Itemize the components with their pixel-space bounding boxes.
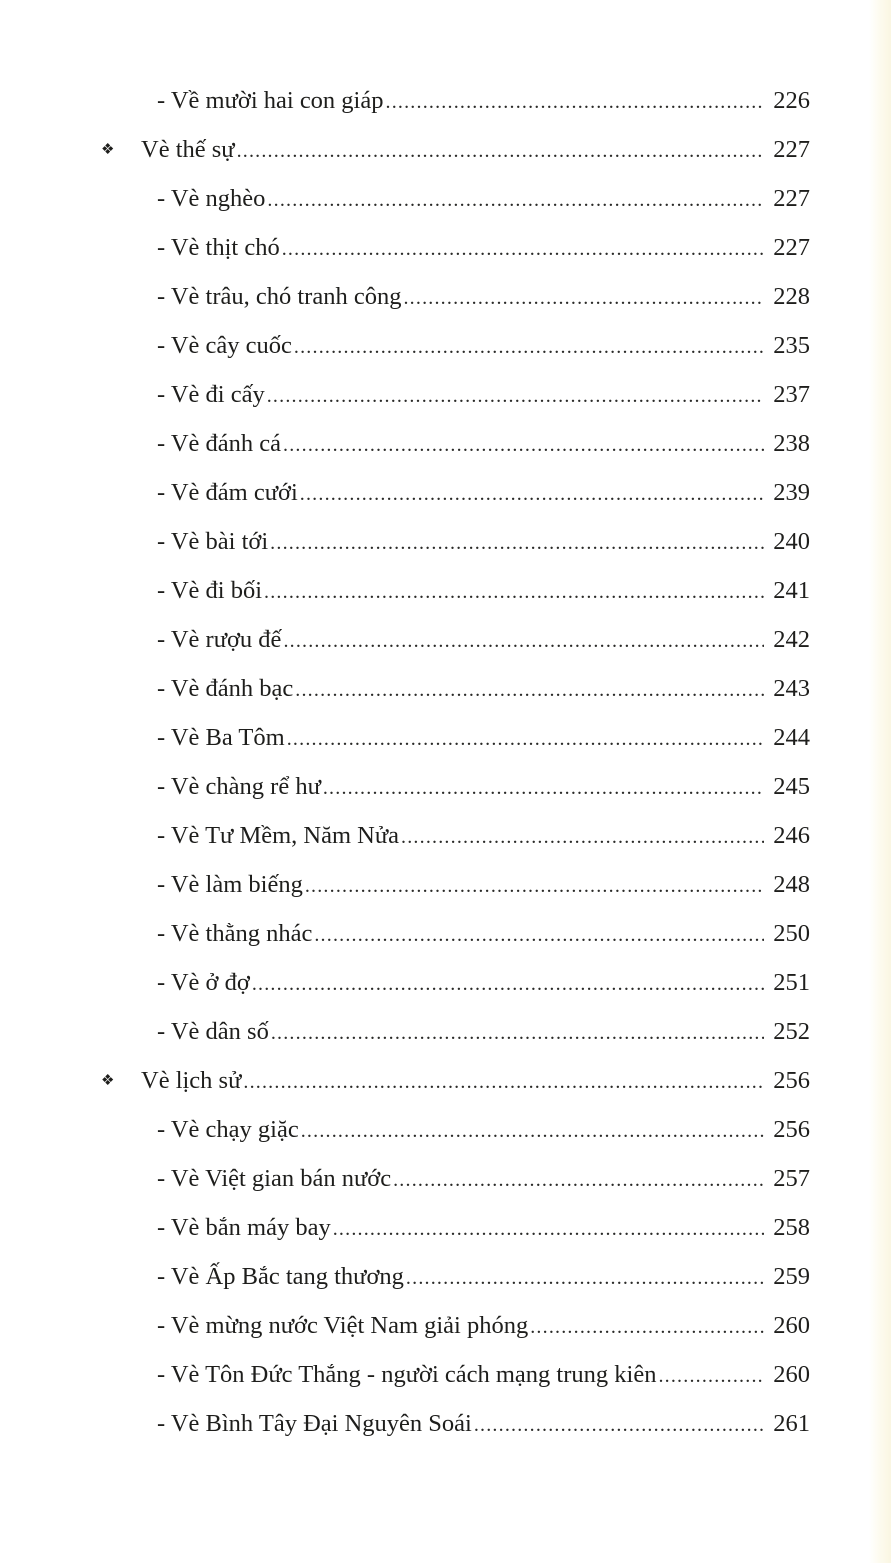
dot-leader xyxy=(323,764,764,813)
toc-entry-title: - Vè trâu, chó tranh công xyxy=(157,283,402,310)
dot-leader xyxy=(237,127,764,176)
dot-leader xyxy=(300,470,764,519)
dot-leader xyxy=(267,372,764,421)
toc-entry-page: 242 xyxy=(773,626,810,653)
toc-entry-page: 248 xyxy=(773,871,810,898)
toc-entry-page: 238 xyxy=(773,430,810,457)
toc-entry-page: 227 xyxy=(773,185,810,212)
toc-entry-page: 260 xyxy=(773,1312,810,1339)
toc-entry-title: - Vè thịt chó xyxy=(157,234,280,261)
toc-entry-title: - Vè Tôn Đức Thắng - người cách mạng trung kiên xyxy=(157,1361,657,1388)
toc-entry[interactable] xyxy=(157,860,810,909)
toc-section-page: 227 xyxy=(773,136,810,163)
toc-entry-page: 239 xyxy=(773,479,810,506)
toc-entry-page: 244 xyxy=(773,724,810,751)
toc-entry-page: 245 xyxy=(773,773,810,800)
toc-section-title: Vè thế sự xyxy=(141,136,235,163)
dot-leader xyxy=(295,666,764,715)
dot-leader xyxy=(243,1058,764,1107)
dot-leader xyxy=(283,617,764,666)
page-edge-shading xyxy=(869,0,891,1563)
toc-entry-page: 246 xyxy=(773,822,810,849)
toc-section[interactable] xyxy=(101,1056,810,1105)
toc-entry-title: - Vè Ấp Bắc tang thương xyxy=(157,1263,404,1290)
toc-entry-page: 240 xyxy=(773,528,810,555)
toc-entry-page: 260 xyxy=(773,1361,810,1388)
toc-entry-title: - Vè bài tới xyxy=(157,528,269,555)
toc-entry-title: - Vè mừng nước Việt Nam giải phóng xyxy=(157,1312,529,1339)
dot-leader xyxy=(401,813,764,862)
toc-entry-title: - Vè làm biếng xyxy=(157,871,303,898)
dot-leader xyxy=(282,225,764,274)
toc-entry-page: 261 xyxy=(773,1410,810,1437)
toc-entry-title: - Vè đi bối xyxy=(157,577,263,604)
toc-entry-title: - Vè Ba Tôm xyxy=(157,724,285,751)
toc-entry-title: - Vè đi cấy xyxy=(157,381,265,408)
dot-leader xyxy=(271,1009,764,1058)
dot-leader xyxy=(267,176,764,225)
toc-entry[interactable] xyxy=(157,713,810,762)
toc-entry[interactable] xyxy=(157,566,810,615)
toc-entry[interactable] xyxy=(157,1301,810,1350)
diamond-bullet-icon: ❖ xyxy=(101,142,115,158)
toc-entry-title: - Vè đánh cá xyxy=(157,430,282,457)
toc-entry-page: 235 xyxy=(773,332,810,359)
toc-entry-page: 252 xyxy=(773,1018,810,1045)
dot-leader xyxy=(287,715,764,764)
toc-entry-title: - Vè ở đợ xyxy=(157,969,250,996)
toc-entry[interactable] xyxy=(157,517,810,566)
toc-entry-page: 228 xyxy=(773,283,810,310)
toc-entry-page: 227 xyxy=(773,234,810,261)
toc-entry[interactable] xyxy=(157,1350,810,1399)
toc-entry-page: 226 xyxy=(773,87,810,114)
toc-entry[interactable] xyxy=(157,1105,810,1154)
toc-entry-title: - Vè rượu đế xyxy=(157,626,282,653)
toc-entry[interactable] xyxy=(157,1252,810,1301)
toc-entry-page: 250 xyxy=(773,920,810,947)
toc-entry[interactable] xyxy=(157,174,810,223)
toc-entry-title: - Vè nghèo xyxy=(157,185,266,212)
toc-entry-page: 241 xyxy=(773,577,810,604)
toc-entry[interactable] xyxy=(157,1154,810,1203)
toc-entry-page: 258 xyxy=(773,1214,810,1241)
dot-leader xyxy=(333,1205,764,1254)
toc-entry[interactable] xyxy=(157,1203,810,1252)
dot-leader xyxy=(658,1352,764,1401)
toc-entry-title: - Về mười hai con giáp xyxy=(157,87,384,114)
toc-entry[interactable] xyxy=(157,419,810,468)
toc-entry-page: 237 xyxy=(773,381,810,408)
toc-entry-title: - Vè Việt gian bán nước xyxy=(157,1165,392,1192)
toc-entry[interactable] xyxy=(157,272,810,321)
toc-entry-title: - Vè dân số xyxy=(157,1018,269,1045)
dot-leader xyxy=(294,323,764,372)
toc-entry-title: - Vè chạy giặc xyxy=(157,1116,299,1143)
toc-entry-title: - Vè đánh bạc xyxy=(157,675,294,702)
toc-entry-title: - Vè bắn máy bay xyxy=(157,1214,331,1241)
toc-entry-page: 243 xyxy=(773,675,810,702)
dot-leader xyxy=(406,1254,764,1303)
toc-entry[interactable] xyxy=(157,76,810,125)
toc-entry-page: 259 xyxy=(773,1263,810,1290)
dot-leader xyxy=(530,1303,764,1352)
toc-entry-title: - Vè thằng nhác xyxy=(157,920,313,947)
dot-leader xyxy=(301,1107,764,1156)
dot-leader xyxy=(283,421,764,470)
toc-entry[interactable] xyxy=(157,909,810,958)
toc-entry-title: - Vè Bình Tây Đại Nguyên Soái xyxy=(157,1410,472,1437)
toc-entry[interactable] xyxy=(157,664,810,713)
toc-entry-page: 251 xyxy=(773,969,810,996)
toc-section[interactable] xyxy=(101,125,810,174)
toc-section-title: Vè lịch sử xyxy=(141,1067,242,1094)
toc-entry-title: - Vè chàng rể hư xyxy=(157,773,321,800)
toc-entry-title: - Vè Tư Mềm, Năm Nửa xyxy=(157,822,400,849)
diamond-bullet-icon: ❖ xyxy=(101,1073,115,1089)
toc-section-page: 256 xyxy=(773,1067,810,1094)
dot-leader xyxy=(314,911,764,960)
toc-entry[interactable] xyxy=(157,762,810,811)
dot-leader xyxy=(403,274,764,323)
toc-entry-title: - Vè đám cưới xyxy=(157,479,298,506)
dot-leader xyxy=(386,78,765,127)
dot-leader xyxy=(264,568,764,617)
toc-entry[interactable] xyxy=(157,223,810,272)
toc-entry[interactable] xyxy=(157,468,810,517)
toc-entry-page: 257 xyxy=(773,1165,810,1192)
toc-entry[interactable] xyxy=(157,958,810,1007)
dot-leader xyxy=(393,1156,764,1205)
toc-entry[interactable] xyxy=(157,370,810,419)
dot-leader xyxy=(252,960,764,1009)
toc-entry[interactable] xyxy=(157,1399,810,1448)
toc-entry[interactable] xyxy=(157,321,810,370)
toc-entry-page: 256 xyxy=(773,1116,810,1143)
toc-entry[interactable] xyxy=(157,811,810,860)
dot-leader xyxy=(305,862,764,911)
dot-leader xyxy=(270,519,764,568)
toc-entry[interactable] xyxy=(157,1007,810,1056)
toc-entry-title: - Vè cây cuốc xyxy=(157,332,292,359)
dot-leader xyxy=(474,1401,764,1450)
toc-entry[interactable] xyxy=(157,615,810,664)
